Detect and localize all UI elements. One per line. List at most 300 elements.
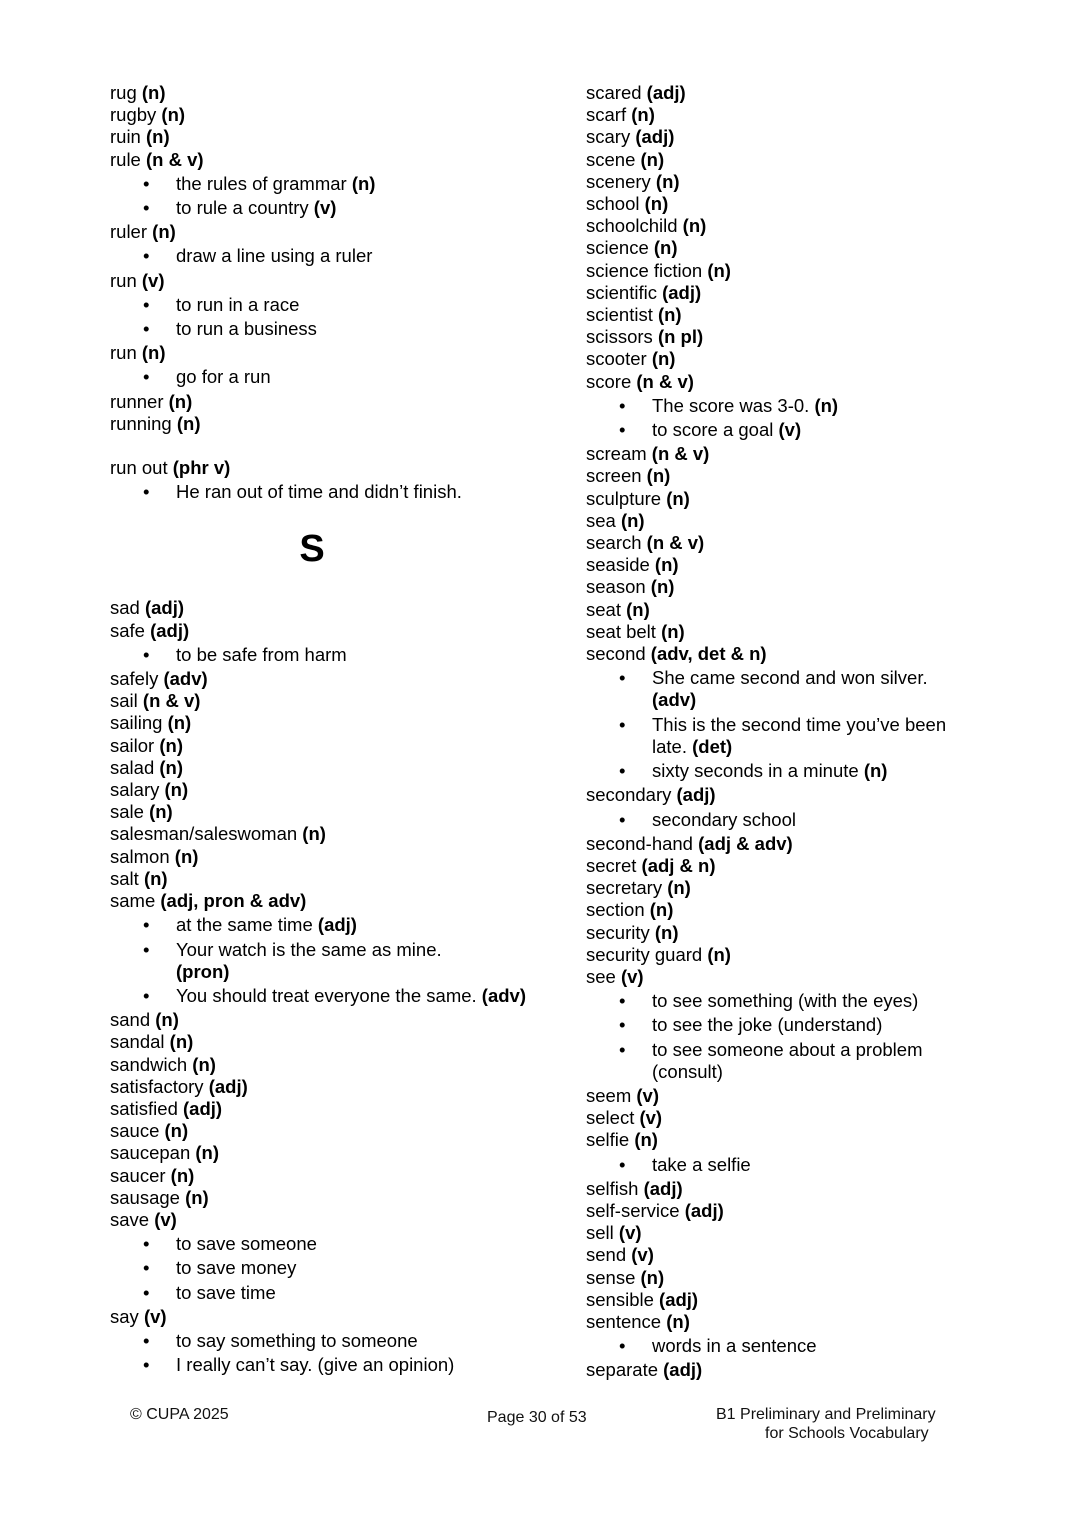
bullet-icon: • [143, 366, 150, 388]
entry-part-of-speech: (adj, pron & adv) [160, 890, 307, 912]
footer-title-line-2: for Schools Vocabulary [765, 1425, 929, 1442]
vocabulary-entry [586, 1311, 986, 1333]
bullet-icon: • [143, 172, 150, 194]
example-part-of-speech: (n) [863, 760, 888, 782]
entry-part-of-speech: (n) [155, 1009, 179, 1031]
entry-part-of-speech: (n) [707, 259, 731, 281]
example-text: This is the second time you’ve been late. [652, 713, 947, 757]
vocabulary-entry [586, 465, 986, 487]
entry-word: section [586, 899, 645, 921]
vocabulary-entry [110, 457, 530, 479]
example-item [586, 1039, 986, 1083]
example-part-of-speech: (adv) [652, 689, 697, 711]
example-item [110, 939, 530, 983]
entry-word: sale [110, 801, 144, 823]
vocabulary-entry [586, 966, 986, 988]
vocabulary-entry [586, 833, 986, 855]
example-text: to save someone [176, 1233, 317, 1255]
vocabulary-entry [586, 643, 986, 665]
entry-part-of-speech: (n) [146, 126, 170, 148]
example-text: You should treat everyone the same. [176, 984, 477, 1006]
entry-part-of-speech: (phr v) [172, 457, 231, 479]
entry-word: salad [110, 756, 155, 778]
example-item [586, 1014, 986, 1036]
vocabulary-entry [586, 855, 986, 877]
bullet-icon: • [619, 1014, 626, 1036]
entry-part-of-speech: (n) [666, 487, 690, 509]
entry-part-of-speech: (v) [141, 269, 165, 291]
entry-word: sausage [110, 1186, 180, 1208]
example-item [110, 1257, 530, 1279]
vocabulary-entry [586, 348, 986, 370]
example-item [110, 173, 530, 195]
example-item [110, 245, 530, 267]
example-text: to say something to someone [176, 1329, 418, 1351]
example-text: The score was 3-0. [652, 394, 810, 416]
example-text: the rules of grammar [176, 172, 347, 194]
vocabulary-entry [110, 597, 530, 619]
entry-word: sand [110, 1009, 151, 1031]
vocabulary-entry [110, 890, 530, 912]
vocabulary-entry [110, 1306, 530, 1328]
entry-word: science [586, 237, 649, 259]
bullet-icon: • [619, 808, 626, 830]
entry-part-of-speech: (adj) [662, 281, 702, 303]
vocabulary-entry [586, 510, 986, 532]
vocabulary-entry [110, 1054, 530, 1076]
entry-part-of-speech: (n) [141, 342, 166, 364]
entry-word: sense [586, 1266, 636, 1288]
vocabulary-entry [110, 846, 530, 868]
entry-part-of-speech: (adj & n) [641, 854, 716, 876]
entry-word: sandal [110, 1031, 165, 1053]
example-text: to rule a country [176, 197, 309, 219]
entry-part-of-speech: (n) [176, 412, 201, 434]
example-text: She came second and won silver. [652, 667, 928, 689]
entry-word: scooter [586, 348, 647, 370]
entry-part-of-speech: (n pl) [657, 326, 704, 348]
entry-part-of-speech: (v) [143, 1305, 167, 1327]
entry-word: secret [586, 854, 637, 876]
example-item [586, 419, 986, 441]
entry-word: send [586, 1244, 627, 1266]
entry-word: scissors [586, 326, 653, 348]
entry-word: safe [110, 619, 145, 641]
entry-part-of-speech: (n) [161, 104, 186, 126]
vocabulary-entry [110, 823, 530, 845]
entry-part-of-speech: (n) [682, 215, 707, 237]
bullet-icon: • [619, 990, 626, 1012]
bullet-icon: • [143, 938, 150, 960]
entry-word: separate [586, 1359, 658, 1381]
entry-part-of-speech: (n) [646, 465, 671, 487]
vocabulary-entry [586, 104, 986, 126]
example-text: at the same time [176, 914, 313, 936]
entry-word: science fiction [586, 259, 703, 281]
example-item [586, 809, 986, 831]
entry-word: safely [110, 668, 159, 690]
vocabulary-entry [110, 1120, 530, 1142]
section-letter-heading: S [299, 528, 325, 571]
example-text: draw a line using a ruler [176, 245, 373, 267]
entry-part-of-speech: (adv, det & n) [650, 643, 767, 665]
example-part-of-speech: (det) [692, 735, 733, 757]
vocabulary-entry [110, 82, 530, 104]
vocabulary-entry [110, 1165, 530, 1187]
vocabulary-entry [586, 899, 986, 921]
example-part-of-speech: (v) [313, 197, 337, 219]
entry-part-of-speech: (n) [657, 304, 682, 326]
footer-title-line-1: B1 Preliminary and Preliminary [716, 1406, 936, 1423]
entry-word: running [110, 412, 172, 434]
bullet-icon: • [143, 481, 150, 503]
footer-copyright: © CUPA 2025 [130, 1406, 229, 1423]
entry-word: secondary [586, 784, 672, 806]
footer-document-title [716, 1405, 956, 1443]
vocabulary-entry [110, 126, 530, 148]
entry-word: sad [110, 597, 140, 619]
entry-part-of-speech: (n) [634, 1129, 658, 1151]
entry-part-of-speech: (v) [639, 1107, 663, 1129]
vocabulary-entry [110, 712, 530, 734]
entry-part-of-speech: (adj) [659, 1288, 699, 1310]
entry-word: score [586, 370, 632, 392]
entry-word: select [586, 1107, 635, 1129]
example-item [586, 395, 986, 417]
vocabulary-entry [586, 1267, 986, 1289]
entry-word: sentence [586, 1310, 662, 1332]
entry-part-of-speech: (n) [666, 1310, 690, 1332]
vocabulary-entry [110, 1031, 530, 1053]
entry-part-of-speech: (n) [661, 620, 685, 642]
bullet-icon: • [143, 1354, 150, 1376]
example-part-of-speech: (pron) [176, 960, 230, 982]
bullet-icon: • [619, 1038, 626, 1060]
entry-part-of-speech: (n) [654, 921, 679, 943]
entry-word: secretary [586, 877, 663, 899]
vocabulary-entry [586, 1289, 986, 1311]
vocabulary-entry [586, 488, 986, 510]
entry-part-of-speech: (n) [143, 867, 168, 889]
entry-word: second [586, 643, 646, 665]
example-item [110, 1354, 530, 1376]
entry-part-of-speech: (n) [159, 734, 183, 756]
bullet-icon: • [143, 1281, 150, 1303]
entry-part-of-speech: (n) [164, 1120, 189, 1142]
entry-word: run out [110, 457, 168, 479]
entry-word: sandwich [110, 1053, 188, 1075]
vocabulary-entry [586, 149, 986, 171]
entry-word: seat belt [586, 620, 656, 642]
entry-word: saucer [110, 1164, 166, 1186]
entry-part-of-speech: (v) [636, 1084, 660, 1106]
entry-part-of-speech: (n) [192, 1053, 216, 1075]
example-part-of-speech: (v) [778, 419, 802, 441]
entry-word: scientist [586, 304, 653, 326]
example-item [110, 481, 530, 503]
example-item [110, 985, 530, 1007]
vocabulary-entry [586, 193, 986, 215]
entry-word: save [110, 1208, 150, 1230]
example-item [110, 318, 530, 340]
entry-part-of-speech: (n) [169, 1031, 194, 1053]
bullet-icon: • [143, 1257, 150, 1279]
entry-word: satisfied [110, 1097, 178, 1119]
entry-part-of-speech: (v) [631, 1244, 654, 1266]
entry-part-of-speech: (adj & adv) [698, 832, 793, 854]
entry-word: see [586, 965, 616, 987]
example-item [110, 914, 530, 936]
entry-word: ruler [110, 221, 148, 243]
entry-word: runner [110, 390, 164, 412]
vocabulary-entry [110, 757, 530, 779]
entry-word: scientific [586, 281, 657, 303]
entry-part-of-speech: (n) [651, 348, 676, 370]
bullet-icon: • [619, 667, 626, 689]
example-item [110, 366, 530, 388]
bullet-icon: • [619, 1335, 626, 1357]
entry-word: seat [586, 598, 621, 620]
entry-word: salesman/saleswoman [110, 823, 298, 845]
bullet-icon: • [619, 394, 626, 416]
vocabulary-entry [586, 171, 986, 193]
vocabulary-entry [110, 1209, 530, 1231]
entry-part-of-speech: (n) [650, 576, 675, 598]
vocabulary-entry [586, 215, 986, 237]
entry-part-of-speech: (v) [618, 1222, 642, 1244]
entry-word: scared [586, 82, 642, 103]
entry-part-of-speech: (n) [655, 170, 680, 192]
entry-word: sell [586, 1222, 614, 1244]
example-text: to save money [176, 1257, 297, 1279]
example-item [110, 1330, 530, 1352]
vocabulary-entry [110, 1142, 530, 1164]
entry-word: schoolchild [586, 215, 678, 237]
vocabulary-entry [586, 621, 986, 643]
entry-part-of-speech: (adj) [646, 82, 686, 103]
entry-word: sailing [110, 712, 163, 734]
example-text: to run a business [176, 318, 317, 340]
entry-word: rugby [110, 104, 157, 126]
bullet-icon: • [143, 318, 150, 340]
example-item [110, 1233, 530, 1255]
example-item [110, 294, 530, 316]
vocabulary-entry [586, 554, 986, 576]
example-item [586, 1335, 986, 1357]
entry-word: second-hand [586, 832, 693, 854]
vocabulary-entry [586, 1200, 986, 1222]
entry-part-of-speech: (n & v) [651, 443, 710, 465]
entry-word: scarf [586, 104, 627, 126]
vocabulary-entry [586, 326, 986, 348]
entry-part-of-speech: (adj) [635, 126, 675, 148]
entry-part-of-speech: (adj) [150, 619, 190, 641]
entry-part-of-speech: (n) [168, 390, 193, 412]
entry-part-of-speech: (adv) [163, 668, 208, 690]
vocabulary-entry [586, 532, 986, 554]
example-text: words in a sentence [652, 1335, 817, 1357]
vocabulary-entry [586, 282, 986, 304]
entry-part-of-speech: (n) [640, 148, 665, 170]
example-text: to save time [176, 1281, 276, 1303]
vocabulary-entry [586, 599, 986, 621]
vocabulary-entry [110, 391, 530, 413]
entry-word: season [586, 576, 646, 598]
vocabulary-entry [586, 1359, 986, 1381]
entry-word: search [586, 532, 642, 554]
entry-part-of-speech: (n) [149, 801, 173, 823]
example-item [586, 667, 986, 711]
vocabulary-entry [110, 801, 530, 823]
vocabulary-entry [110, 1009, 530, 1031]
entry-part-of-speech: (n) [640, 1266, 665, 1288]
vocabulary-entry [586, 82, 986, 104]
vocabulary-entry [110, 342, 530, 364]
example-item [586, 1154, 986, 1176]
entry-part-of-speech: (n) [302, 823, 326, 845]
entry-word: rule [110, 148, 141, 170]
entry-part-of-speech: (adj) [183, 1097, 223, 1119]
vocabulary-entry [110, 1098, 530, 1120]
example-part-of-speech: (adj) [317, 914, 357, 936]
entry-part-of-speech: (n) [152, 221, 176, 243]
example-text: take a selfie [652, 1153, 751, 1175]
entry-word: rug [110, 82, 137, 103]
bullet-icon: • [619, 760, 626, 782]
vocabulary-entry [110, 668, 530, 690]
entry-part-of-speech: (n) [170, 1164, 195, 1186]
vocabulary-entry [586, 877, 986, 899]
entry-word: salt [110, 867, 139, 889]
bullet-icon: • [143, 914, 150, 936]
entry-part-of-speech: (n) [654, 554, 679, 576]
example-item [586, 714, 986, 758]
entry-part-of-speech: (n) [620, 509, 645, 531]
entry-word: scene [586, 148, 636, 170]
entry-part-of-speech: (n) [141, 82, 166, 103]
entry-word: sail [110, 690, 138, 712]
bullet-icon: • [619, 713, 626, 735]
bullet-icon: • [619, 1153, 626, 1175]
entry-part-of-speech: (v) [154, 1208, 177, 1230]
bullet-icon: • [143, 197, 150, 219]
example-text: to see someone about a problem (consult) [652, 1038, 923, 1082]
entry-part-of-speech: (n) [174, 845, 199, 867]
vocabulary-entry [586, 1222, 986, 1244]
example-part-of-speech: (n) [351, 172, 376, 194]
entry-part-of-speech: (adj) [643, 1177, 683, 1199]
vocabulary-entry [586, 237, 986, 259]
entry-word: security guard [586, 943, 703, 965]
entry-word: ruin [110, 126, 141, 148]
vocabulary-entry [586, 371, 986, 393]
entry-part-of-speech: (adj) [663, 1359, 703, 1381]
vocabulary-entry [586, 126, 986, 148]
entry-word: self-service [586, 1199, 680, 1221]
entry-word: selfish [586, 1177, 639, 1199]
bullet-icon: • [143, 293, 150, 315]
entry-part-of-speech: (n) [626, 598, 650, 620]
vocabulary-entry [586, 1107, 986, 1129]
vocabulary-entry [110, 221, 530, 243]
vocabulary-entry [110, 779, 530, 801]
entry-part-of-speech: (n) [707, 943, 731, 965]
example-part-of-speech: (adv) [481, 984, 526, 1006]
entry-word: run [110, 342, 137, 364]
example-text: secondary school [652, 808, 796, 830]
vocabulary-entry [110, 413, 530, 435]
vocabulary-entry [110, 620, 530, 642]
entry-word: sculpture [586, 487, 662, 509]
entry-word: salmon [110, 845, 170, 867]
entry-part-of-speech: (n) [649, 899, 674, 921]
entry-part-of-speech: (n) [667, 877, 691, 899]
bullet-icon: • [619, 419, 626, 441]
example-text: to see the joke (understand) [652, 1014, 883, 1036]
vocabulary-entry [110, 270, 530, 292]
example-text: sixty seconds in a minute [652, 760, 859, 782]
example-text: Your watch is the same as mine. [176, 938, 442, 960]
vocabulary-entry [586, 443, 986, 465]
example-item [110, 644, 530, 666]
entry-part-of-speech: (n & v) [636, 370, 694, 392]
bullet-icon: • [143, 245, 150, 267]
entry-word: sensible [586, 1288, 654, 1310]
vocabulary-entry [586, 304, 986, 326]
example-text: to score a goal [652, 419, 774, 441]
example-text: to be safe from harm [176, 643, 347, 665]
entry-part-of-speech: (n) [185, 1186, 209, 1208]
entry-word: selfie [586, 1129, 630, 1151]
vocabulary-entry [110, 690, 530, 712]
footer-page-number: Page 30 of 53 [487, 1409, 587, 1426]
entry-word: seem [586, 1084, 632, 1106]
entry-part-of-speech: (n & v) [146, 148, 204, 170]
entry-word: scenery [586, 170, 651, 192]
entry-part-of-speech: (n & v) [142, 690, 201, 712]
entry-part-of-speech: (adj) [684, 1199, 724, 1221]
entry-word: school [586, 193, 640, 215]
entry-part-of-speech: (n & v) [646, 532, 705, 554]
vocabulary-entry [586, 1129, 986, 1151]
example-part-of-speech: (n) [814, 394, 839, 416]
entry-part-of-speech: (adj) [208, 1075, 248, 1097]
entry-part-of-speech: (n) [167, 712, 192, 734]
entry-word: scary [586, 126, 631, 148]
vocabulary-entry [586, 784, 986, 806]
entry-part-of-speech: (n) [195, 1142, 219, 1164]
vocabulary-entry [586, 1085, 986, 1107]
example-text: to see something (with the eyes) [652, 990, 919, 1012]
example-item [586, 760, 986, 782]
example-text: I really can’t say. (give an opinion) [176, 1354, 455, 1376]
entry-word: saucepan [110, 1142, 191, 1164]
entry-part-of-speech: (adj) [676, 784, 716, 806]
entry-part-of-speech: (n) [631, 104, 655, 126]
entry-part-of-speech: (adj) [144, 597, 185, 619]
bullet-icon: • [143, 643, 150, 665]
vocabulary-entry [586, 576, 986, 598]
vocabulary-entry [110, 868, 530, 890]
vocabulary-entry [110, 735, 530, 757]
example-item [110, 197, 530, 219]
bullet-icon: • [143, 1233, 150, 1255]
entry-word: scream [586, 443, 647, 465]
vocabulary-entry [586, 1244, 986, 1266]
entry-word: seaside [586, 554, 650, 576]
entry-word: satisfactory [110, 1075, 204, 1097]
vocabulary-entry [110, 149, 530, 171]
